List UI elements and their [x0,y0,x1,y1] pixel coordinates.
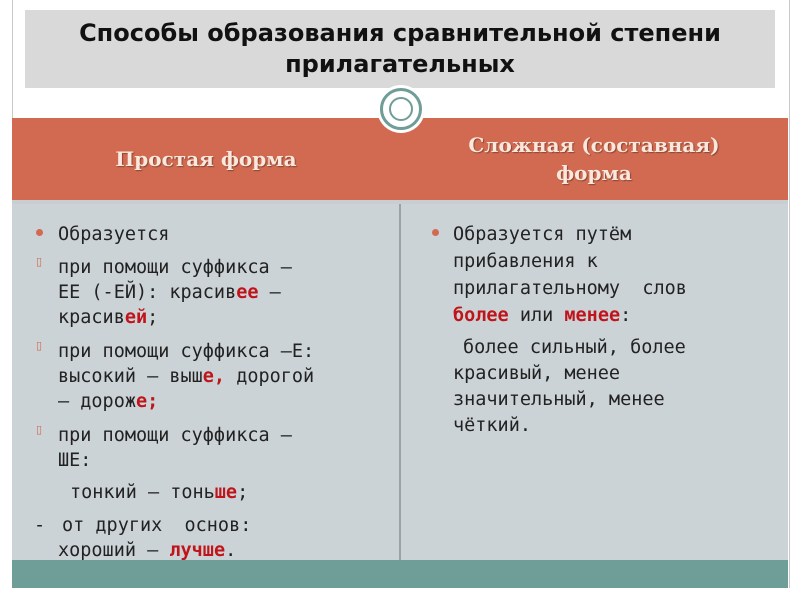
right-line4: более или менее: [453,305,632,326]
right-example4: чёткий. [453,415,531,436]
left-header-label: Простая форма [115,147,297,171]
item2-line2: высокий – выше, дорогой [58,366,315,387]
right-example3: значительный, менее [453,389,665,410]
right-line1: Образуется путём [453,224,632,245]
footer-bar [12,560,788,588]
bullet-marker-icon: ▯ [36,423,43,436]
ring-ornament-icon [380,88,422,130]
item4-dash: - [34,515,46,536]
right-header-line2: форма [556,161,632,185]
column-separator [399,204,401,560]
item3-line1: при помощи суффикса – [58,425,292,446]
ring-inner [389,97,413,121]
right-line3: прилагательному слов [453,278,687,299]
item1-line2: ЕЕ (-ЕЙ): красивее – [58,282,281,303]
right-example2: красивый, менее [453,363,621,384]
right-line2: прибавления к [453,251,598,272]
right-example1: более сильный, более [463,337,686,358]
title-box [25,10,775,88]
bullet-marker-icon: ▯ [36,339,43,352]
item1-line1: при помощи суффикса – [58,257,292,278]
right-header-line1: Сложная (составная) [468,133,720,157]
item4-line1: от других основ: [62,515,252,536]
item2-line1: при помощи суффикса –Е: [58,341,315,362]
item1-line3: красивей; [58,307,159,328]
item3-line3: тонкий – тоньше; [70,482,249,503]
bullet-dot-icon [432,229,439,236]
bullet-marker-icon: ▯ [36,255,43,268]
item2-line3: – дороже; [58,391,159,412]
left-intro: Образуется [58,224,170,245]
left-column-header [12,118,400,200]
item3-line2: ШЕ: [58,450,92,471]
right-column-header [400,118,788,200]
bullet-dot-icon [36,229,43,236]
page-title: Способы образования сравнительной степени прилагательных [79,19,721,78]
item4-line2: хороший – лучше. [58,540,237,561]
